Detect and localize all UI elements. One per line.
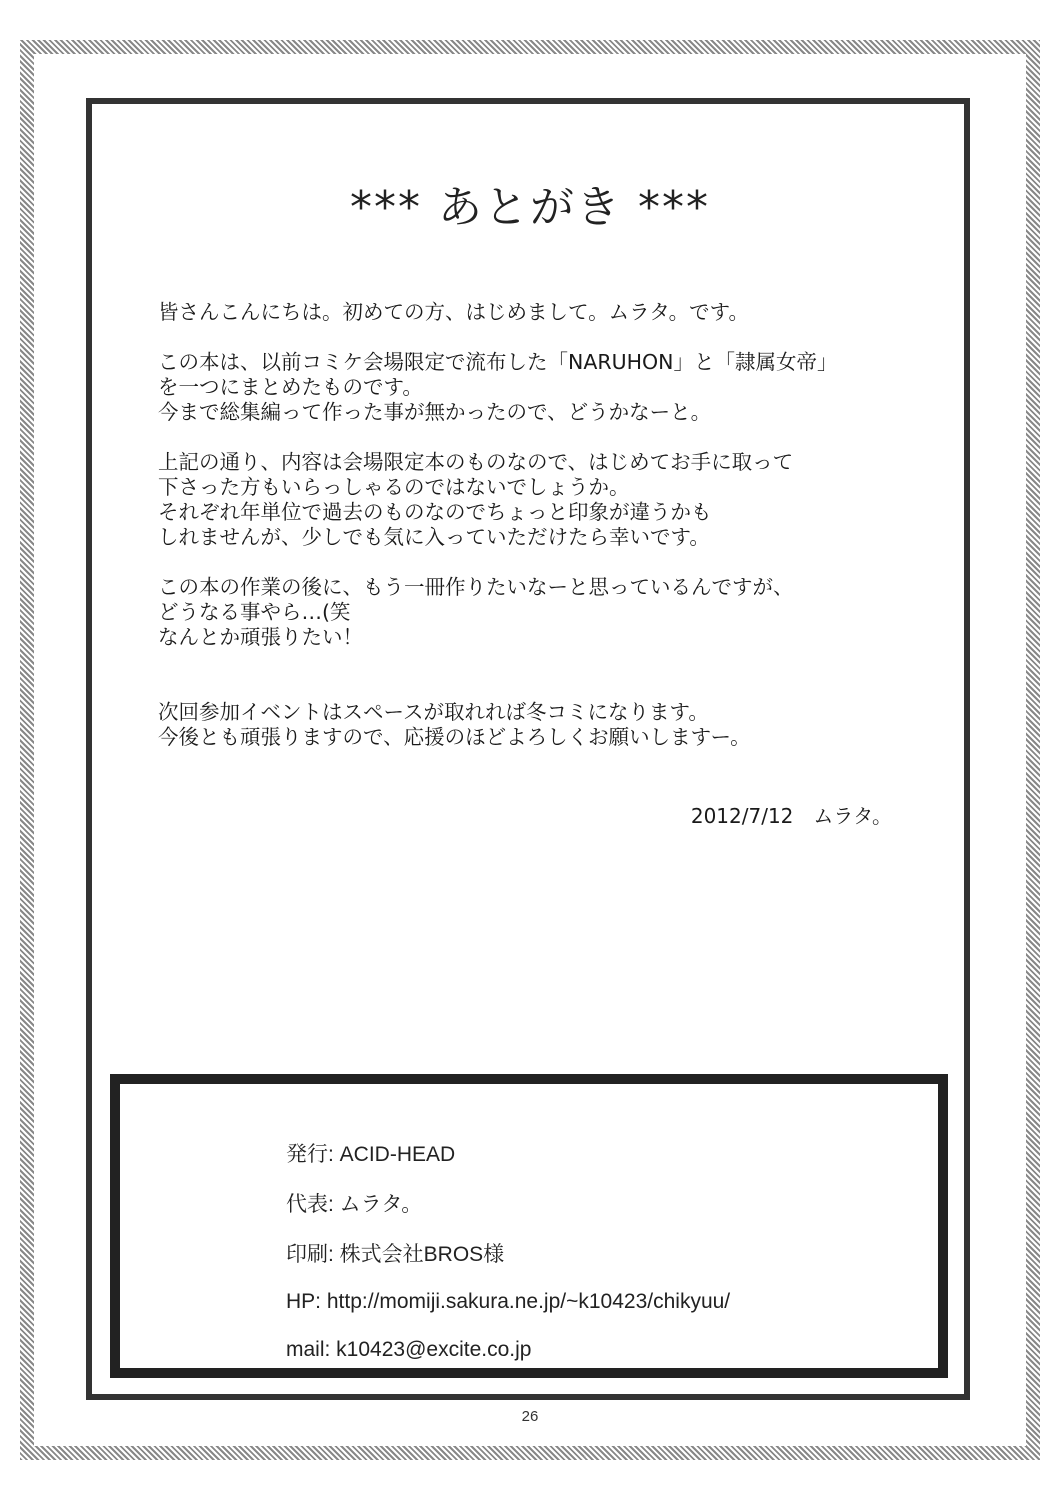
- colophon-homepage: HP: http://momiji.sakura.ne.jp/~k10423/chikyuu/: [286, 1290, 731, 1313]
- body-line: 今後とも頑張りますので、応援のほどよろしくお願いしますー。: [158, 725, 751, 749]
- colophon-representative: 代表: ムラタ。: [286, 1193, 423, 1216]
- body-line: なんとか頑張りたい！: [158, 625, 363, 649]
- body-line: 次回参加イベントはスペースが取れれば冬コミになります。: [158, 700, 709, 724]
- body-line: 皆さんこんにちは。初めての方、はじめまして。ムラタ。です。: [158, 300, 750, 324]
- afterword-body: [158, 300, 918, 750]
- body-line: それぞれ年単位で過去のものなのでちょっと印象が違うかも: [158, 500, 712, 524]
- body-line: 下さった方もいらっしゃるのではないでしょうか。: [158, 475, 630, 499]
- colophon-frame: [110, 1074, 948, 1378]
- body-line: どうなる事やら…(笑: [158, 600, 351, 624]
- body-line: しれませんが、少しでも気に入っていただけたら幸いです。: [158, 525, 710, 549]
- page-number: 26: [521, 1408, 539, 1425]
- body-line: この本の作業の後に、もう一冊作りたいなーと思っているんですが、: [158, 575, 794, 599]
- colophon-printer: 印刷: 株式会社BROS様: [286, 1243, 505, 1266]
- body-line: 今まで総集編って作った事が無かったので、どうかなーと。: [158, 400, 712, 424]
- body-line: を一つにまとめたものです。: [158, 375, 423, 399]
- body-line: この本は、以前コミケ会場限定で流布した「NARUHON」と「隷属女帝」: [158, 350, 838, 374]
- body-line: 上記の通り、内容は会場限定本のものなので、はじめてお手に取って: [158, 450, 794, 474]
- colophon-mail: mail: k10423@excite.co.jp: [286, 1338, 532, 1361]
- colophon-publisher: 発行: ACID-HEAD: [286, 1143, 456, 1166]
- afterword-title: *** あとがき ***: [350, 182, 710, 234]
- date-signature: 2012/7/12 ムラタ。: [690, 804, 892, 828]
